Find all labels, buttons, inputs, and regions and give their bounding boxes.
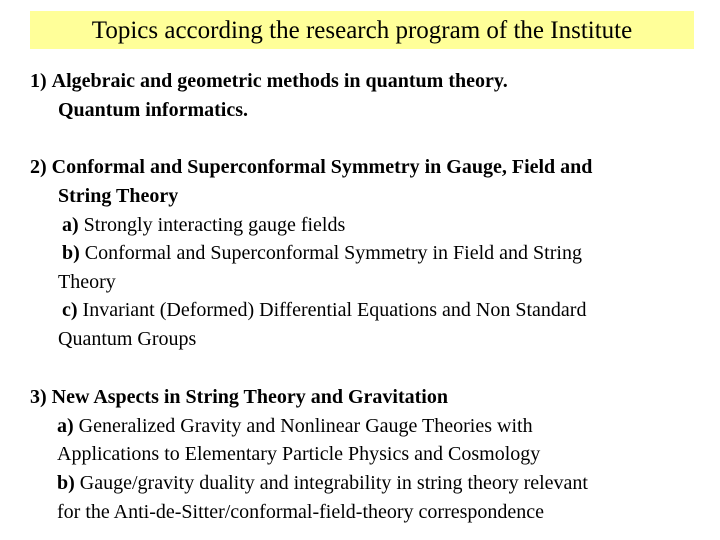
subitem-text: Conformal and Superconformal Symmetry in Field and String: [84, 242, 582, 264]
subitem-letter: c): [62, 299, 78, 321]
subitem-text: Strongly interacting gauge fields: [83, 214, 346, 236]
subitem-letter: a): [57, 415, 74, 437]
topic-2-subitem-a: [62, 211, 345, 240]
subitem-text: Invariant (Deformed) Differential Equations and Non Standard: [82, 299, 587, 321]
topic-3-number: 3): [30, 386, 47, 408]
topic-2-heading: Conformal and Superconformal Symmetry in Gauge, Field and: [51, 156, 593, 178]
topic-1-heading: Algebraic and geometric methods in quantum theory.: [51, 70, 508, 92]
topic-1-number: 1): [30, 70, 47, 92]
topic-2-number: 2): [30, 156, 47, 178]
topic-2-subitem-b: [62, 239, 582, 268]
subitem-text: Gauge/gravity duality and integrability in string theory relevant: [79, 472, 588, 494]
topic-1: [30, 67, 508, 96]
topic-2-subitem-c: [62, 296, 586, 325]
topic-3-subitem-a: [57, 412, 533, 441]
topic-3-subitem-b: [57, 469, 588, 498]
topic-2-heading-cont: String Theory: [58, 185, 179, 207]
subitem-text: Generalized Gravity and Nonlinear Gauge Theories with: [78, 415, 533, 437]
topic-2: [30, 153, 592, 182]
topic-2-subitem-b-cont: Theory: [58, 271, 116, 293]
topic-3-subitem-a-cont: Applications to Elementary Particle Physics and Cosmology: [57, 443, 541, 465]
topic-2-subitem-c-cont: Quantum Groups: [58, 328, 197, 350]
slide-title: Topics according the research program of the Institute: [91, 16, 633, 44]
topic-3: [30, 383, 448, 412]
subitem-letter: b): [62, 242, 80, 264]
topic-1-heading-cont: Quantum informatics.: [58, 99, 248, 121]
subitem-letter: a): [62, 214, 79, 236]
subitem-letter: b): [57, 472, 75, 494]
topic-3-heading: New Aspects in String Theory and Gravitation: [51, 386, 448, 408]
topic-3-subitem-b-cont: for the Anti-de-Sitter/conformal-field-theory correspondence: [57, 501, 545, 523]
